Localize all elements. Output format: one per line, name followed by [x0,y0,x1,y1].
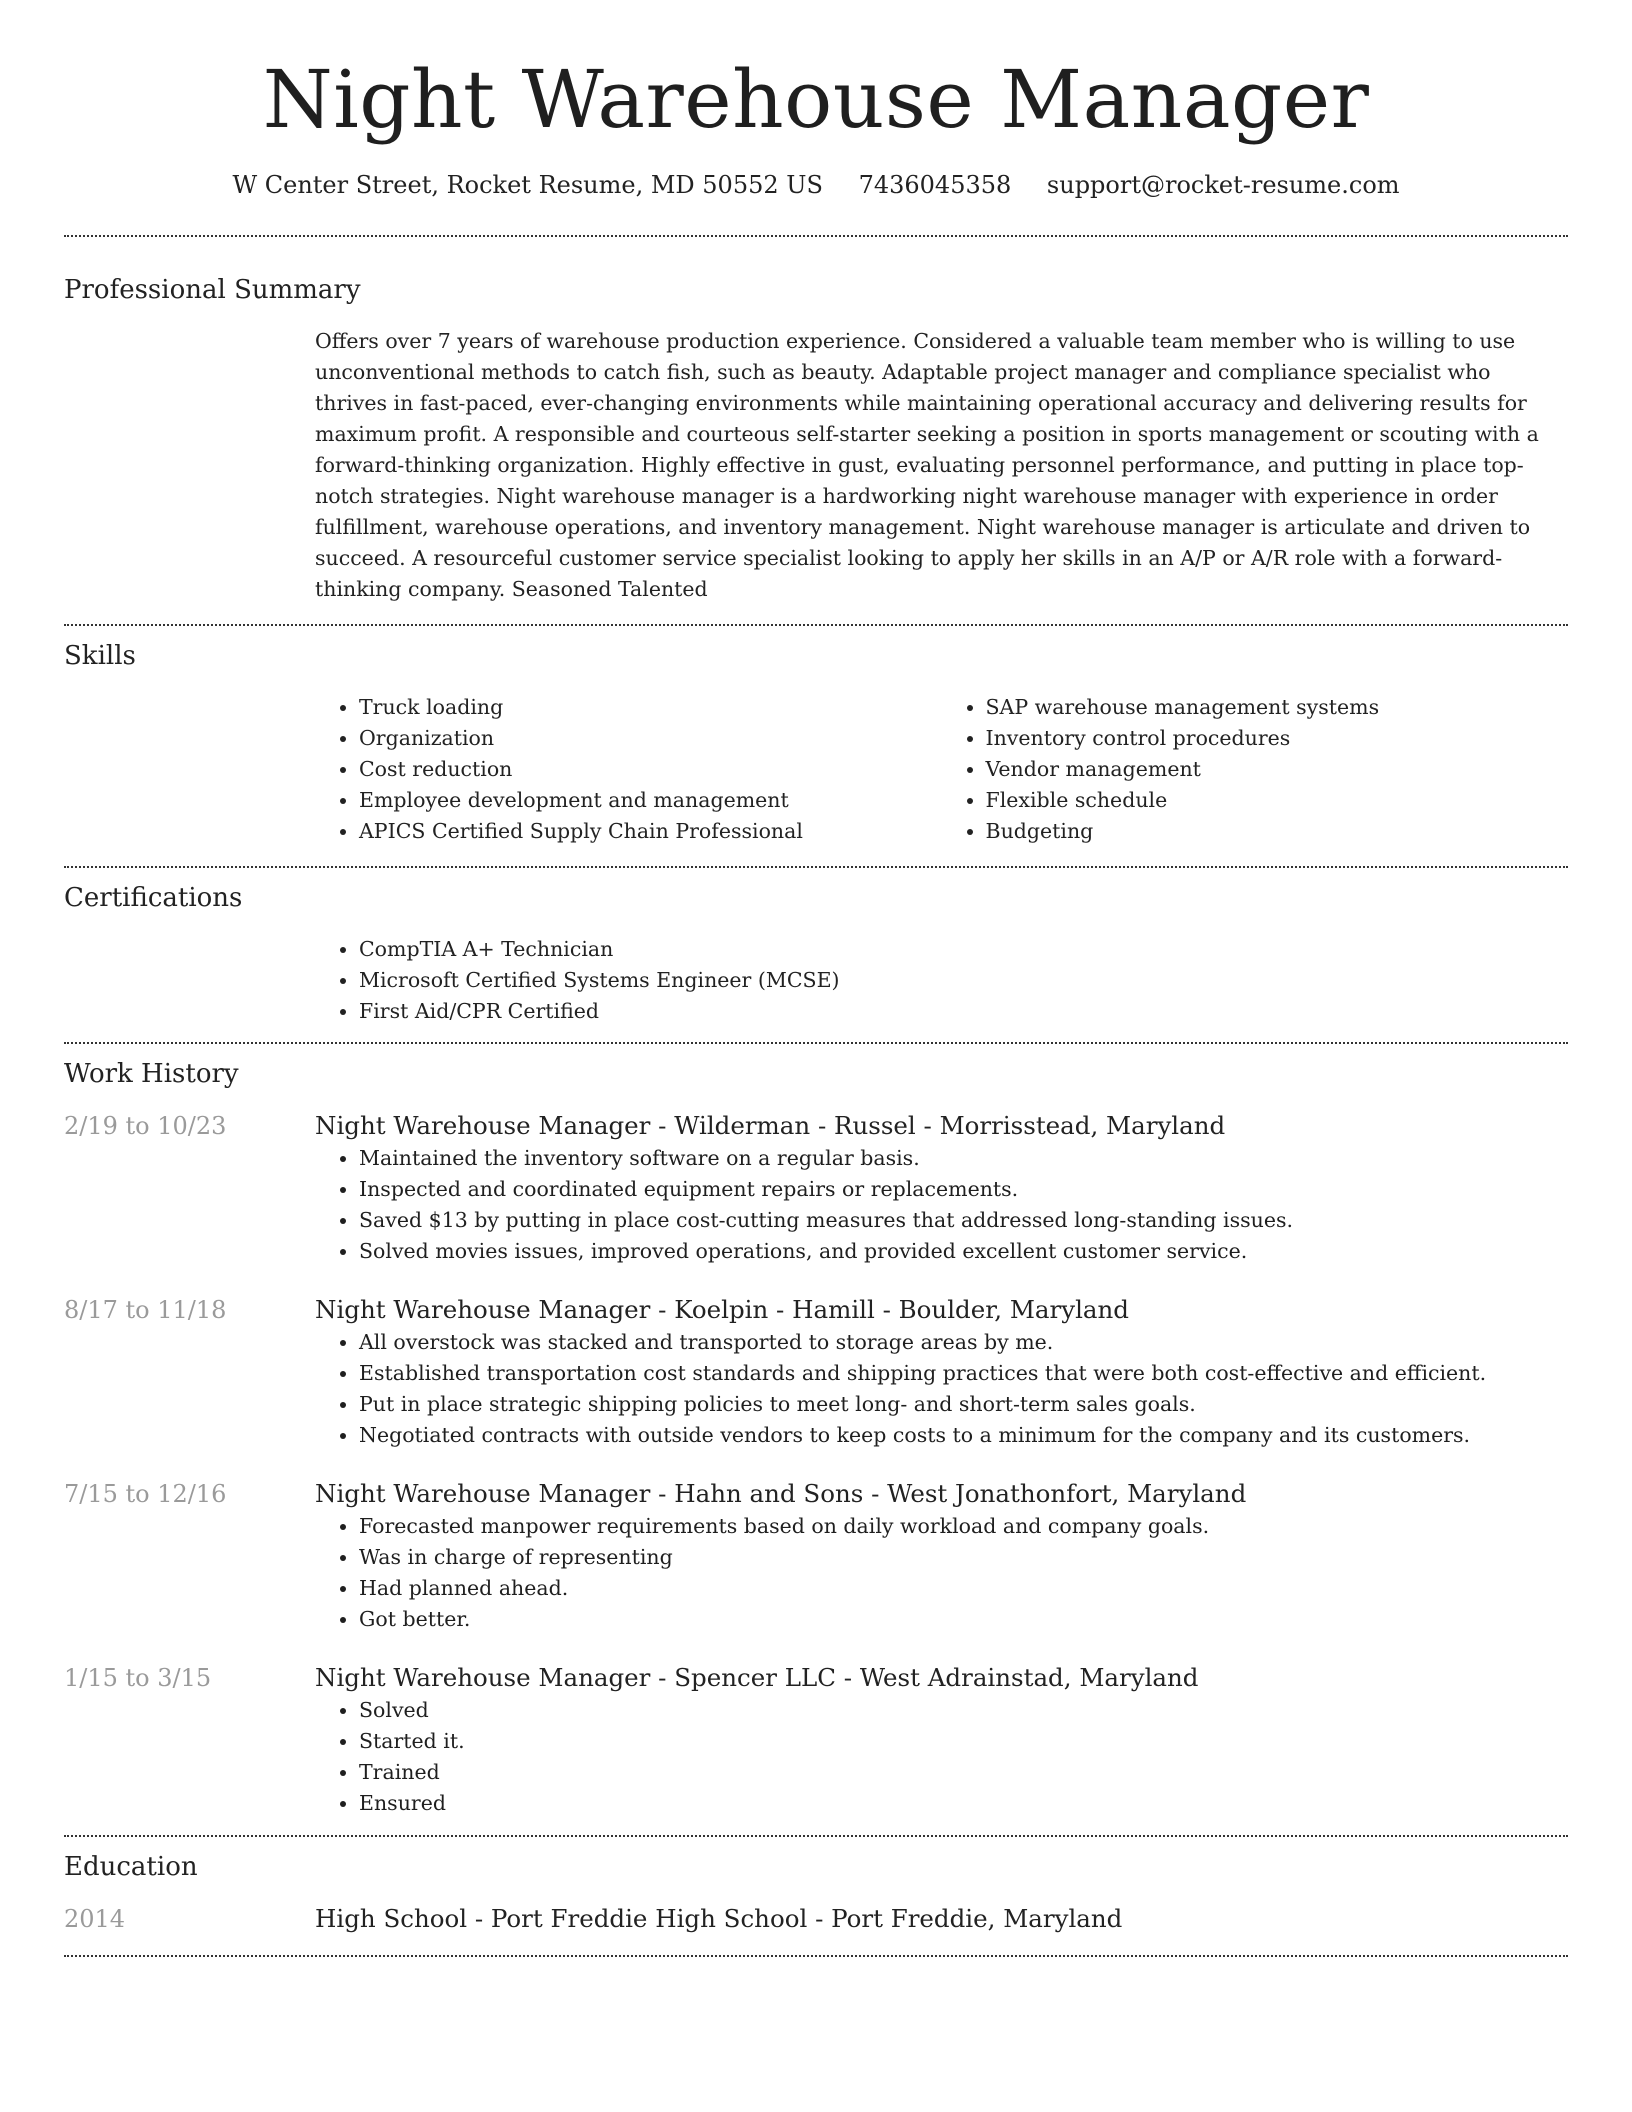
job-bullet: • Negotiated contracts with outside vendors to keep costs to a minimum for the company and its customers. [359,1420,1568,1451]
education-title: High School - Port Freddie High School - Port Freddie, Maryland [315,1904,1123,1933]
job-bullet: • Solved [359,1695,1568,1726]
job-dates: 1/15 to 3/15 [64,1664,212,1692]
skill-item: • Organization [359,723,942,754]
job-bullets [315,1143,1568,1267]
skills-heading: Skills [64,641,136,671]
job-bullets [315,1695,1568,1819]
contact-line [64,168,1568,202]
resume-header [64,0,1568,202]
job-bullet: • All overstock was stacked and transported to storage areas by me. [359,1327,1568,1358]
certifications-section [64,880,1568,1027]
certification-item: • CompTIA A+ Technician [359,934,1568,965]
certifications-heading: Certifications [64,883,243,913]
job-dates: 7/15 to 12/16 [64,1480,227,1508]
skill-item: • Vendor management [986,754,1569,785]
section-divider [64,1042,1568,1044]
job-bullet: • Inspected and coordinated equipment repairs or replacements. [359,1174,1568,1205]
job-bullet: • Had planned ahead. [359,1573,1568,1604]
job-entry [64,1109,1568,1267]
job-bullet: • Established transportation cost standards and shipping practices that were both cost-effective and efficient. [359,1358,1568,1389]
job-bullet: • Put in place strategic shipping policies to meet long- and short-term sales goals. [359,1389,1568,1420]
certifications-body [315,934,1568,1027]
job-body [315,1477,1568,1635]
skills-section [64,638,1568,847]
job-entry [64,1477,1568,1635]
skills-list-left [315,692,942,847]
work-history-heading: Work History [64,1059,239,1089]
certification-item: • First Aid/CPR Certified [359,996,1568,1027]
education-entry [64,1902,1568,1936]
job-title: Night Warehouse Manager - Wilderman - Russel - Morrisstead, Maryland [315,1111,1226,1140]
job-bullet: • Ensured [359,1788,1568,1819]
summary-text: Offers over 7 years of warehouse production experience. Considered a valuable team member who is willing to use unconventional methods to catch fish, such as beauty. Adaptable project manager and compliance specialist who thrives in fast-paced, ever-changing environments while maintaining operational accuracy and delivering results for maximum profit. A responsible and courteous self-starter seeking a position in sports management or scouting with a forward-thinking organization. Highly effective in gust, evaluating personnel performance, and putting in place top-notch strategies. Night warehouse manager is a hardworking night warehouse manager with experience in order fulfillment, warehouse operations, and inventory management. Night warehouse manager is articulate and driven to succeed. A resourceful customer service specialist looking to apply her skills in an A/P or A/R role with a forward-thinking company. Seasoned Talented [315,329,1539,601]
contact-email: support@rocket-resume.com [1046,171,1400,199]
education-year: 2014 [64,1905,126,1933]
summary-section [64,272,1568,605]
job-bullet: • Started it. [359,1726,1568,1757]
skill-item: • APICS Certified Supply Chain Professional [359,816,942,847]
section-divider [64,1955,1568,1957]
job-bullet: • Forecasted manpower requirements based on daily workload and company goals. [359,1511,1568,1542]
job-body [315,1661,1568,1819]
job-bullet: • Maintained the inventory software on a regular basis. [359,1143,1568,1174]
job-bullet: • Solved movies issues, improved operations, and provided excellent customer service. [359,1236,1568,1267]
job-bullets [315,1511,1568,1635]
certification-item: • Microsoft Certified Systems Engineer (MCSE) [359,965,1568,996]
job-dates: 8/17 to 11/18 [64,1296,227,1324]
education-heading: Education [64,1852,198,1882]
job-entry [64,1661,1568,1819]
section-divider [64,1835,1568,1837]
certifications-list [315,934,1568,1027]
section-divider [64,235,1568,237]
resume-page [64,0,1568,1957]
education-body [315,1902,1568,1936]
skill-item: • Employee development and management [359,785,942,816]
skill-item: • Cost reduction [359,754,942,785]
summary-heading: Professional Summary [64,275,361,305]
job-bullet: • Saved $13 by putting in place cost-cutting measures that addressed long-standing issues. [359,1205,1568,1236]
job-dates: 2/19 to 10/23 [64,1112,227,1140]
job-bullet: • Trained [359,1757,1568,1788]
skills-list-right [942,692,1569,847]
skills-grid [315,692,1568,847]
job-entry [64,1293,1568,1451]
job-body [315,1293,1568,1451]
summary-body [315,326,1568,605]
skill-item: • Flexible schedule [986,785,1569,816]
work-history-section [64,1056,1568,1819]
contact-address: W Center Street, Rocket Resume, MD 50552 US [232,171,823,199]
section-divider [64,624,1568,626]
skill-item: • SAP warehouse management systems [986,692,1569,723]
candidate-name: Night Warehouse Manager [262,53,1370,146]
skill-item: • Budgeting [986,816,1569,847]
education-section [64,1849,1568,1936]
job-body [315,1109,1568,1267]
job-bullets [315,1327,1568,1451]
skill-item: • Inventory control procedures [986,723,1569,754]
job-title: Night Warehouse Manager - Koelpin - Hamill - Boulder, Maryland [315,1295,1129,1324]
skill-item: • Truck loading [359,692,942,723]
contact-phone: 7436045358 [858,171,1012,199]
job-title: Night Warehouse Manager - Spencer LLC - West Adrainstad, Maryland [315,1663,1199,1692]
job-title: Night Warehouse Manager - Hahn and Sons - West Jonathonfort, Maryland [315,1479,1247,1508]
job-bullet: • Got better. [359,1604,1568,1635]
job-bullet: • Was in charge of representing [359,1542,1568,1573]
section-divider [64,866,1568,868]
